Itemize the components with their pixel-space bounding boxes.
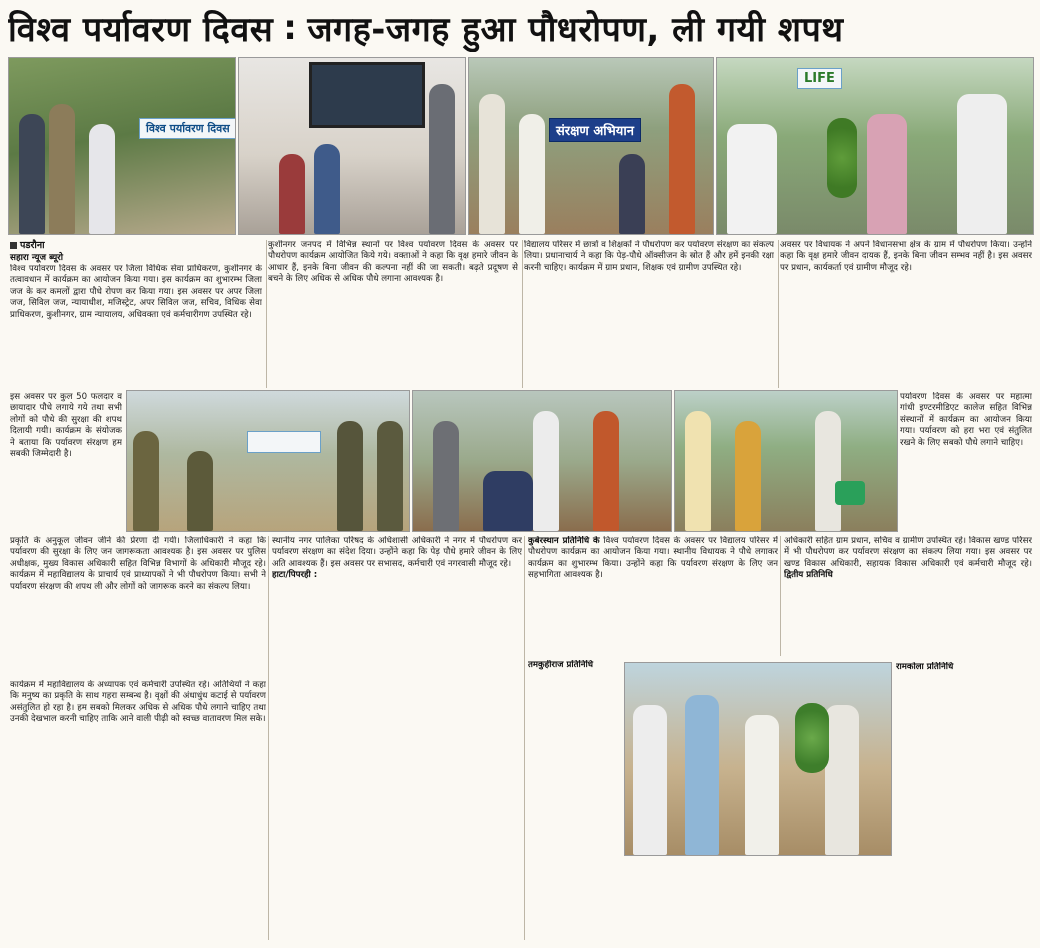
photo-2-person <box>279 154 305 234</box>
photo-8-person <box>825 705 859 855</box>
article-col3-bottom-text: विश्व पर्यावरण दिवस के अवसर पर विद्यालय परिसर में पौधरोपण कार्यक्रम का आयोजन किया गया। स्थानीय विधायक ने पौधे लगाकर कार्यक्रम का शुभारम्भ किया। उन्होंने कहा कि पर्यावरण संरक्षण के लिए जन सहभागिता आवश्यक है। <box>528 536 778 581</box>
photo-3-person <box>669 84 695 234</box>
photo-3-banner: संरक्षण अभियान <box>549 118 641 142</box>
bullet-square-icon <box>10 242 17 249</box>
photo-5-banner <box>247 431 321 453</box>
photo-5-person <box>337 421 363 531</box>
headline <box>8 4 1032 52</box>
photo-1-person <box>89 124 115 234</box>
column-divider <box>780 536 781 656</box>
article-col1-bottom2: कार्यक्रम में महाविद्यालय के अध्यापक एवं कर्मचारी उपस्थित रहे। अतिथियों ने कहा कि मनुष्य का प्रकृति के साथ गहरा सम्बन्ध है। वृक्षों की अंधाधुंध कटाई से पर्यावरण असंतुलित हो रहा है। हम सबको मिलकर अधिक से अधिक पौधे लगाने चाहिए तथा उनकी देखभाल करनी चाहिए ताकि आने वाली पीढ़ी को स्वच्छ वातावरण मिल सके। <box>10 680 266 725</box>
headline-separator: : <box>283 8 298 48</box>
photo-5-person <box>133 431 159 531</box>
byline-agency: सहारा न्यूज ब्यूरो <box>10 253 64 263</box>
article-col2-top: कुशीनगर जनपद में विभिन्न स्थानों पर विश्व पर्यावरण दिवस के अवसर पर पौधरोपण कार्यक्रम आयोजित किये गये। वक्ताओं ने कहा कि वृक्ष हमारे जीवन के आधार हैं, इनके बिना जीवन की कल्पना नहीं की जा सकती। बढ़ते प्रदूषण से बचने के लिए अधिक से अधिक पौधे लगाना आवश्यक है। <box>268 240 518 285</box>
article-col2-bottom-text: स्थानीय नगर पालिका परिषद के अधिशासी अधिकारी ने नगर में पौधरोपण कर पर्यावरण संरक्षण का संदेश दिया। उन्होंने कहा कि पेड़ पौधे हमारे जीवन के लिए अति आवश्यक हैं। इस अवसर पर सभासद, कर्मचारी एवं नगरवासी मौजूद रहे। <box>272 536 522 569</box>
article-ramkola <box>896 662 1032 854</box>
column-divider <box>266 240 267 388</box>
photo-2-person <box>314 144 340 234</box>
subhead-tamkuhi: तमकुहीराज प्रतिनिधि <box>528 660 594 670</box>
photo-7-person <box>815 411 841 531</box>
photo-3-person <box>619 154 645 234</box>
photo-1-banner: विश्व पर्यावरण दिवस <box>139 118 236 139</box>
photo-7 <box>674 390 898 532</box>
photo-7-watering-can <box>835 481 865 505</box>
photo-4-person <box>867 114 907 234</box>
article-bottom-strip <box>528 858 1032 940</box>
photo-4-person <box>727 124 777 234</box>
column-divider <box>524 536 525 940</box>
photo-2 <box>238 57 466 235</box>
photo-3-person <box>519 114 545 234</box>
column-divider <box>268 536 269 940</box>
photo-2-screen <box>309 62 425 128</box>
headline-part1: विश्व पर्यावरण दिवस <box>8 10 274 50</box>
subhead-hata: हाटा/पिपरही : <box>272 570 318 581</box>
photo-1-person <box>19 114 45 234</box>
photo-8-person <box>633 705 667 855</box>
photo-1-person <box>49 104 75 234</box>
photo-5-person <box>377 421 403 531</box>
photo-5 <box>126 390 410 532</box>
photo-6-person <box>533 411 559 531</box>
photo-8 <box>624 662 892 856</box>
headline-part2: जगह-जगह हुआ पौधरोपण, ली गयी शपथ <box>307 10 844 50</box>
column-divider <box>522 240 523 388</box>
article-col4-bottom <box>784 536 1032 656</box>
subhead-ramkola: रामकोला प्रतिनिधि <box>896 662 954 672</box>
article-col4-right: पर्यावरण दिवस के अवसर पर महात्मा गांधी इण्टरमीडिएट कालेज सहित विभिन्न संस्थानों में कार्यक्रम का आयोजन किया गया। पर्यावरण को हरा भरा एवं संतुलित रखने के लिए सबको पौधे लगाने चाहिए। <box>900 392 1032 448</box>
photo-8-person <box>745 715 779 855</box>
photo-7-person <box>685 411 711 531</box>
photo-4-person <box>957 94 1007 234</box>
article-col1-bottom: प्रकृति के अनुकूल जीवन जीने की प्रेरणा दी गयी। जिलाधिकारी ने कहा कि पर्यावरण की सुरक्षा के लिए जन जागरूकता आवश्यक है। इस अवसर पर पुलिस अधीक्षक, मुख्य विकास अधिकारी सहित विभिन्न विभागों के अधिकारी मौजूद रहे। कार्यक्रम में महाविद्यालय के प्राचार्य एवं प्राध्यापकों ने भी पौधरोपण किया। सभी ने पर्यावरण संरक्षण की शपथ ली और लोगों को जागरूक करने का संकल्प लिया। <box>10 536 266 592</box>
photo-3 <box>468 57 714 235</box>
article-col1-mid: इस अवसर पर कुल 50 फलदार व छायादार पौधे लगाये गये तथा सभी लोगों को पौधे की सुरक्षा की शपथ दिलायी गयी। कार्यक्रम के संयोजक ने बताया कि पर्यावरण संरक्षण हम सबकी जिम्मेदारी है। <box>10 392 122 460</box>
photo-3-person <box>479 94 505 234</box>
photo-2-person <box>429 84 455 234</box>
byline-location: पडरौना <box>10 238 45 251</box>
photo-5-person <box>187 451 213 531</box>
article-col4-top: अवसर पर विधायक ने अपने विधानसभा क्षेत्र के ग्राम में पौधरोपण किया। उन्होंने कहा कि वृक्ष हमारे जीवन दायक हैं, इनके बिना जीवन सम्भव नहीं है। इस अवसर पर प्रधान, कार्यकर्ता एवं ग्रामीण मौजूद रहे। <box>780 240 1032 273</box>
photo-4 <box>716 57 1034 235</box>
subhead-dwitiya: द्वितीय प्रतिनिधि <box>784 570 833 581</box>
subhead-kubernath: कुबेरस्थान प्रतिनिधि के <box>528 536 600 546</box>
photo-7-person <box>735 421 761 531</box>
article-col1-top: विश्व पर्यावरण दिवस के अवसर पर जिला विधिक सेवा प्राधिकरण, कुशीनगर के तत्वावधान में कार्यक्रम का आयोजन किया गया। इस कार्यक्रम का शुभारम्भ जिला जज के कर कमलों द्वारा पौधे रोपण कर किया गया। इस अवसर पर अपर जिला जज, सिविल जज, न्यायाधीश, मजिस्ट्रेट, अपर सिविल जज, सचिव, विधिक सेवा प्राधिकरण, कुशीनगर, ग्राम न्यायालय, अधिवक्ता एवं कर्मचारीगण उपस्थित रहे। <box>10 264 262 320</box>
photo-4-plant <box>827 118 857 198</box>
photo-6-person <box>433 421 459 531</box>
article-tamkuhi <box>528 660 620 860</box>
photo-6-person <box>593 411 619 531</box>
photo-6-person <box>483 471 533 531</box>
column-divider <box>778 240 779 388</box>
article-col2-bottom <box>272 536 522 940</box>
photo-4-banner: LIFE <box>797 68 842 89</box>
article-col3-top: विद्यालय परिसर में छात्रों व शिक्षकों ने पौधरोपण कर पर्यावरण संरक्षण का संकल्प लिया। प्रधानाचार्य ने कहा कि पेड़-पौधे ऑक्सीजन के स्रोत हैं और हमें इनकी रक्षा करनी चाहिए। कार्यक्रम में ग्राम प्रधान, शिक्षक एवं ग्रामीण उपस्थित रहे। <box>524 240 774 273</box>
photo-8-person <box>685 695 719 855</box>
photo-1 <box>8 57 236 235</box>
article-col3-bottom <box>528 536 778 656</box>
article-col4-bottom-text: अधिकारी सहित ग्राम प्रधान, सचिव व ग्रामीण उपस्थित रहे। विकास खण्ड परिसर में भी पौधरोपण कर पर्यावरण संरक्षण का संकल्प लिया गया। इस अवसर पर खण्ड विकास अधिकारी, सहायक विकास अधिकारी एवं कर्मचारी मौजूद रहे। <box>784 536 1032 569</box>
photo-6 <box>412 390 672 532</box>
photo-8-plant <box>795 703 829 773</box>
